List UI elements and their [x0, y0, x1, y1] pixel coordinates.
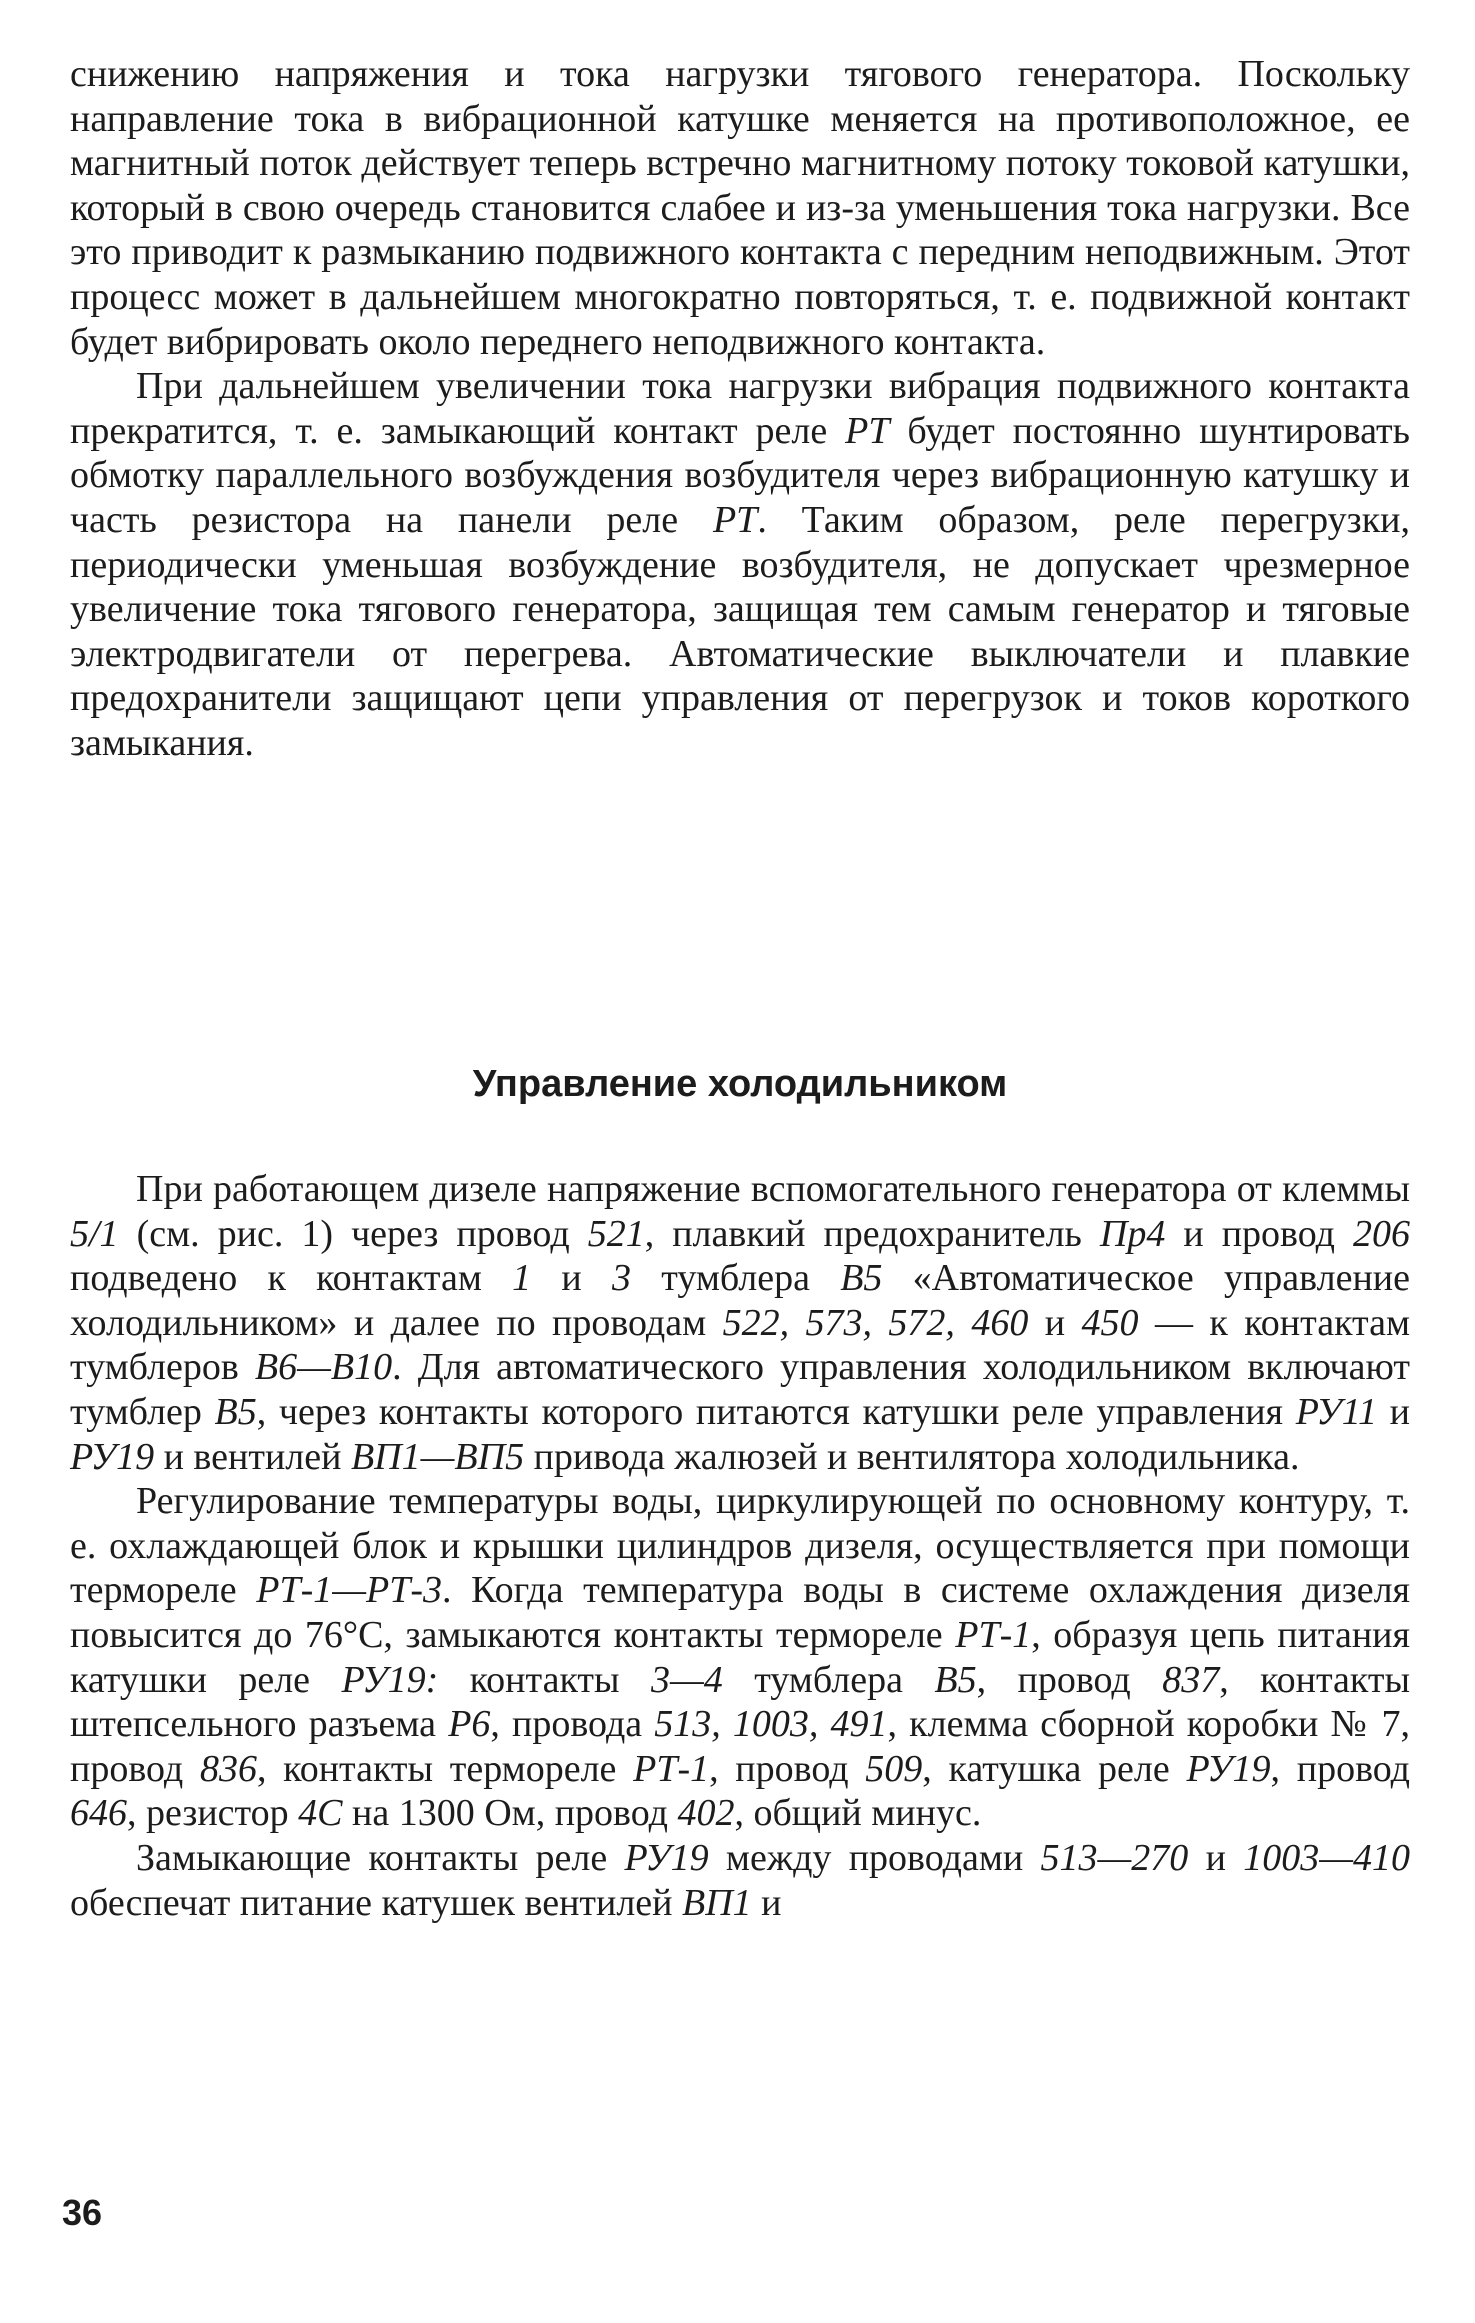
- reference-designator: В5: [934, 1658, 977, 1701]
- reference-designator: 1: [512, 1257, 532, 1300]
- reference-designator: 206: [1353, 1212, 1411, 1255]
- reference-designator: РТ-1: [633, 1747, 710, 1790]
- reference-designator: 3—4: [650, 1658, 723, 1701]
- reference-designator: В5: [214, 1390, 257, 1433]
- paragraph: При работающем дизеле напряжение вспомогательного генератора от клеммы 5/1 (см. рис. 1) через провод 521, плавкий предохранитель Пр4 и провод 206 подведено к контактам 1 и 3 тумблера В5 «Автоматическое управление холодильником» и далее по проводам 522, 573, 572, 460 и 450 — к контактам тумблеров В6—В10. Для автоматического управления холодильником включают тумблер В5, через контакты которого питаются катушки реле управления РУ11 и РУ19 и вентилей ВП1—ВП5 привода жалюзей и вентилятора холодильника.: [70, 1168, 1411, 1478]
- reference-designator: 837: [1162, 1658, 1220, 1701]
- reference-designator: РТ-1: [955, 1613, 1032, 1656]
- paragraph: При дальнейшем увеличении тока нагрузки вибрация подвижного контакта прекратится, т. е. замыкающий контакт реле РТ будет постоянно шунтировать обмотку параллельного возбуждения возбудителя через вибрационную катушку и часть резистора на панели реле РТ. Таким образом, реле перегрузки, периодически уменьшая возбуждение возбудителя, не допускает чрезмерное увеличение тока тягового генератора, защищая тем самым генератор и тяговые электродвигатели от перегрева. Автоматические выключатели и плавкие предохранители защищают цепи управления от перегрузок и токов короткого замыкания.: [70, 365, 1410, 764]
- reference-designator: 3: [611, 1257, 631, 1300]
- reference-designator: Пр4: [1099, 1212, 1166, 1255]
- reference-designator: 5/1: [70, 1212, 119, 1255]
- paragraph: Замыкающие контакты реле РУ19 между проводами 513—270 и 1003—410 обеспечат питание катушек вентилей ВП1 и: [70, 1836, 1410, 1924]
- paragraph: Регулирование температуры воды, циркулирующей по основному контуру, т. е. охлаждающей блок и крышки цилиндров дизеля, осуществляется при помощи термореле РТ-1—РТ-3. Когда температура воды в системе охлаждения дизеля повысится до 76°С, замыкаются контакты термореле РТ-1, образуя цепь питания катушки реле РУ19: контакты 3—4 тумблера В5, провод 837, контакты штепсельного разъема Р6, провода 513, 1003, 491, клемма сборной коробки № 7, провод 836, контакты термореле РТ-1, провод 509, катушка реле РУ19, провод 646, резистор 4С на 1300 Ом, провод 402, общий минус.: [70, 1480, 1411, 1835]
- reference-designator: Р6: [448, 1703, 491, 1746]
- reference-designator: РТ: [845, 409, 890, 452]
- reference-designator: РУ19: [1186, 1747, 1271, 1790]
- reference-designator: В6—В10: [254, 1346, 393, 1389]
- reference-designator: РТ-1—РТ-3: [256, 1569, 443, 1612]
- section-cooler-control: [70, 1167, 1410, 1925]
- reference-designator: 646: [70, 1792, 127, 1835]
- reference-designator: 402: [677, 1792, 735, 1835]
- reference-designator: 4С: [298, 1792, 343, 1835]
- section-overload-relay: [70, 52, 1410, 766]
- reference-designator: РУ19: [624, 1836, 709, 1879]
- reference-designator: 522, 573, 572, 460: [722, 1301, 1029, 1344]
- reference-designator: 521: [587, 1212, 645, 1255]
- reference-designator: РТ: [712, 498, 758, 541]
- reference-designator: 450: [1081, 1301, 1139, 1344]
- reference-designator: 836: [199, 1747, 257, 1790]
- reference-designator: 513—270: [1040, 1836, 1189, 1879]
- reference-designator: ВП1—ВП5: [350, 1435, 525, 1478]
- paragraph: снижению напряжения и тока нагрузки тягового генератора. Поскольку направление тока в вибрационной катушке меняется на противоположное, ее магнитный поток действует теперь встречно магнитному потоку токовой катушки, который в свою очередь становится слабее и из-за уменьшения тока нагрузки. Все это приводит к размыканию подвижного контакта с передним неподвижным. Этот процесс может в дальнейшем многократно повторяться, т. е. подвижной контакт будет вибрировать около переднего неподвижного контакта.: [70, 53, 1410, 363]
- reference-designator: ВП1: [682, 1881, 752, 1924]
- reference-designator: РУ11: [1295, 1390, 1377, 1433]
- reference-designator: 509: [865, 1747, 923, 1790]
- page-number: 36: [62, 2192, 103, 2233]
- reference-designator: РУ19:: [341, 1658, 439, 1701]
- reference-designator: В5: [840, 1257, 883, 1300]
- reference-designator: РУ19: [70, 1435, 155, 1478]
- section-heading: Управление холодильником: [472, 1063, 1008, 1105]
- reference-designator: 513, 1003, 491: [654, 1703, 888, 1746]
- reference-designator: 1003—410: [1243, 1836, 1410, 1879]
